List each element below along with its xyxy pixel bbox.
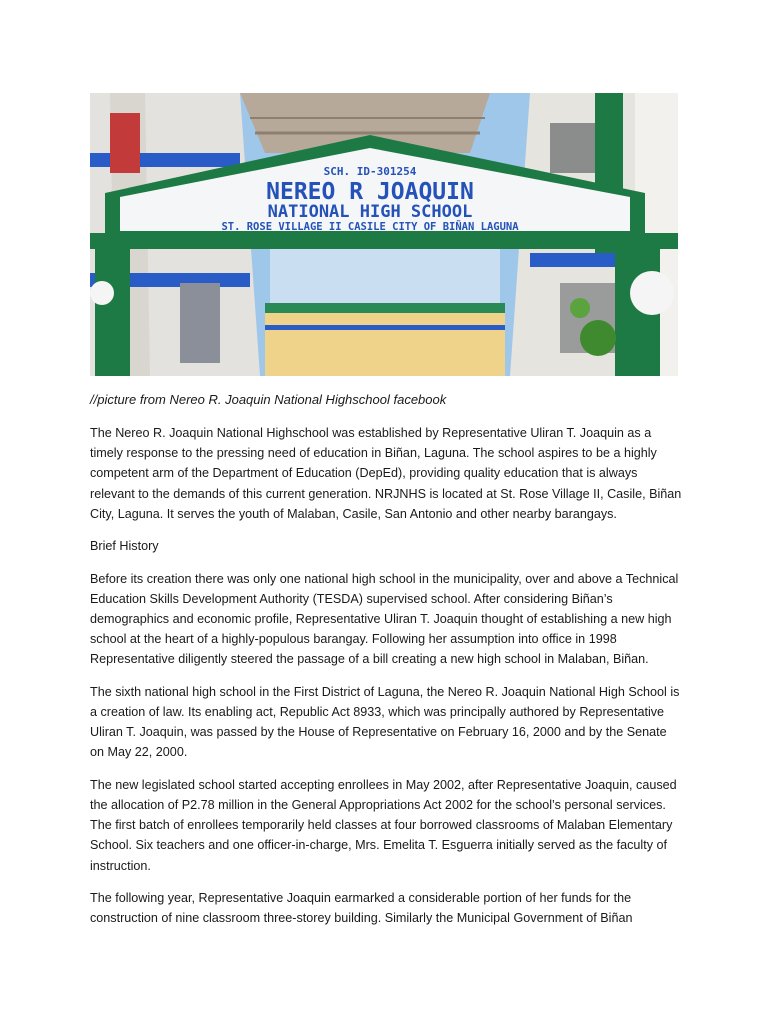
history-paragraph-2: The sixth national high school in the First District of Laguna, the Nereo R. Joaquin National High School is a creation of law. Its enabling act, Republic Act 8933, which was principally authored by Representative Uliran T. Joaquin, was passed by the House of Representative on February 16, 2000 and by the Senate on May 22, 2000. [90,684,680,760]
sign-id-text: SCH. ID-301254 [323,165,417,178]
sign-school-name: NEREO R JOAQUIN [266,179,474,205]
school-gate-illustration [90,93,678,376]
history-paragraph-4: The following year, Representative Joaquin earmarked a considerable portion of her funds for the construction of nine classroom three-storey building. Similarly the Municipal Government of Biñan [90,891,633,926]
school-gate-photo [90,93,678,376]
article-body [90,423,682,941]
intro-paragraph: The Nereo R. Joaquin National Highschool was established by Representative Uliran T. Joaquin as a timely response to the pressing need of education in Biñan, Laguna. The school aspires to be a highly competent arm of the Department of Education (DepEd), providing quality education that is always relevant to the demands of this current generation. NRJNHS is located at St. Rose Village II, Casile, Biñan City, Laguna. It serves the youth of Malaban, Casile, San Antonio and other nearby barangays. [90,426,682,521]
section-heading: Brief History [90,539,159,554]
history-paragraph-3: The new legislated school started accepting enrollees in May 2002, after Representative Joaquin, caused the allocation of P2.78 million in the General Appropriations Act 2002 for the school’s personal services. The first batch of enrollees temporarily held classes at four borrowed classrooms of Malaban Elementary School. Six teachers and one officer-in-charge, Mrs. Emelita T. Esguerra initially served as the faculty of instruction. [90,777,677,873]
sign-school-type: NATIONAL HIGH SCHOOL [267,202,473,222]
photo-caption: //picture from Nereo R. Joaquin National Highschool facebook [90,392,447,407]
history-paragraph-1: Before its creation there was only one national high school in the municipality, over and above a Technical Education Skills Development Authority (TESDA) supervised school. After considering Biñan’s demographics and economic profile, Representative Uliran T. Joaquin thought of establishing a new high school at the heart of a highly-populous barangay. Following her assumption into office in 1998 Representative diligently steered the passage of a bill creating a new high school in Malaban, Biñan. [90,571,679,667]
sign-address: ST. ROSE VILLAGE II CASILE CITY OF BIÑAN LAGUNA [221,221,519,233]
